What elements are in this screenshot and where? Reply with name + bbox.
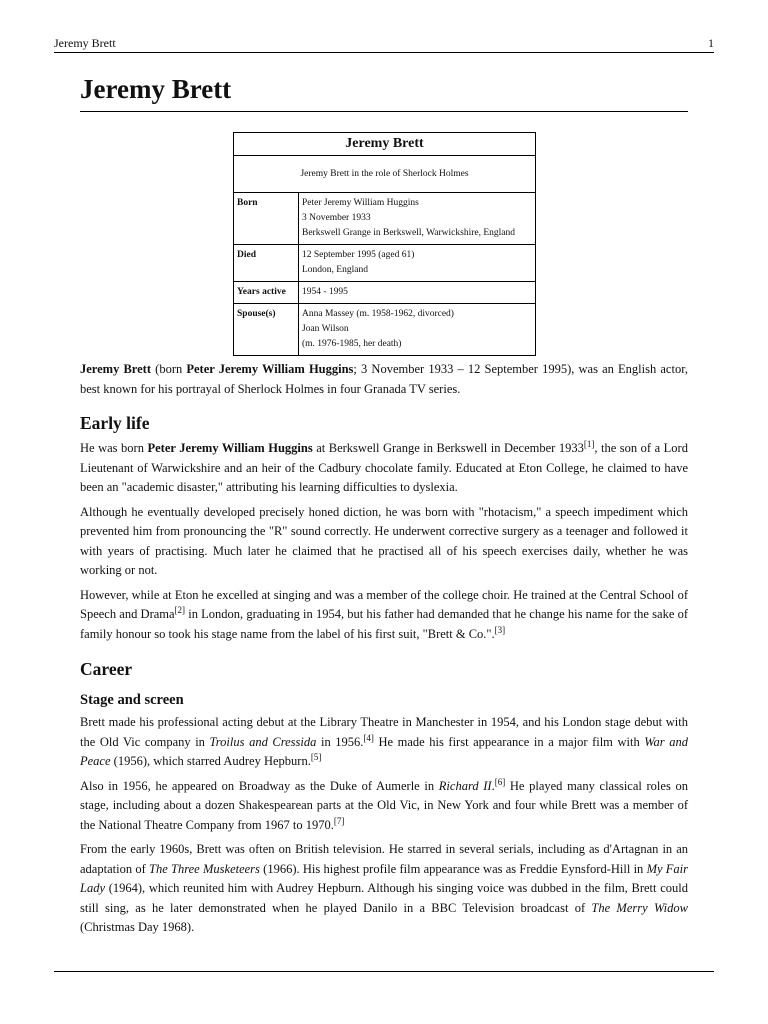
intro-text-2: ; 3 November 1933 – 12 September 1995), was an English actor, best known for his portrayal of Sherlock Holmes in four Granada TV series.	[80, 362, 688, 396]
intro-text-1: (born	[151, 362, 187, 376]
bold-name: Peter Jeremy William Huggins	[147, 441, 313, 455]
citation-4[interactable]: [4]	[363, 732, 374, 743]
work-title: The Three Musketeers	[149, 861, 260, 876]
text-span: (1966). His highest profile film appearance was as Freddie Eynsford-Hill in	[259, 861, 647, 876]
title-divider	[80, 111, 688, 112]
infobox	[233, 132, 536, 356]
text-span: He was born	[80, 441, 148, 455]
work-title: My Fair Lady	[80, 861, 689, 895]
infobox-label-spouses: Spouse(s)	[234, 304, 299, 356]
work-title: The Merry Widow	[591, 900, 688, 915]
infobox-value-died	[299, 245, 536, 282]
born-name: Peter Jeremy William Huggins	[302, 198, 419, 208]
infobox-row-born	[234, 193, 536, 245]
infobox-value-spouses	[299, 304, 536, 356]
work-title: War and Peace	[80, 734, 688, 768]
intro-fullname: Peter Jeremy William Huggins	[186, 362, 354, 376]
career-paragraph-3	[80, 840, 688, 938]
text-span: Also in 1956, he appeared on Broadway as the Duke of Aumerle in	[80, 778, 439, 793]
infobox-caption: Jeremy Brett in the role of Sherlock Holmes	[234, 156, 536, 193]
citation-2[interactable]: [2]	[174, 604, 186, 615]
citation-7[interactable]: [7]	[333, 815, 345, 826]
citation-5[interactable]: [5]	[310, 751, 322, 762]
early-life-paragraph-3	[80, 586, 688, 645]
text-span: Brett made his professional acting debut at the Library Theatre in Manchester in 1954, and his London stage debut with the Old Vic company in	[80, 715, 688, 749]
born-place: Berkswell Grange in Berkswell, Warwickshire, England	[302, 228, 516, 238]
citation-1[interactable]: [1]	[583, 438, 595, 449]
text-span: (1964), which reunited him with Audrey Hepburn. Although his singing voice was dubbed in the film, Brett could still sing, as he later demonstrated when he played Danilo in a BBC Television broadcast of	[80, 881, 688, 915]
citation-3[interactable]: [3]	[494, 624, 506, 635]
died-date: 12 September 1995 (aged 61)	[302, 250, 415, 260]
early-life-paragraph-1	[80, 439, 688, 498]
text-span: (1956), which starred Audrey Hepburn.	[110, 754, 311, 768]
infobox-title: Jeremy Brett	[234, 133, 536, 156]
page-title: Jeremy Brett	[80, 74, 232, 104]
running-title: Jeremy Brett	[54, 36, 116, 50]
born-date: 3 November 1933	[302, 213, 371, 223]
spouse-2: Joan Wilson	[302, 324, 349, 334]
text-span: in London, graduating in 1954, but his father had demanded that he change his name for the sake of family honour so took his stage name from the label of his first suit, "Brett & Co.".	[80, 607, 688, 641]
died-place: London, England	[302, 265, 368, 275]
early-life-paragraph-2: Although he eventually developed precisely honed diction, he was born with "rhotacism," a speech impediment which prevented him from pronouncing the "R" sound correctly. He underwent corrective surgery as a teenager and followed it with years of practising. Much later he claimed that he practised all of his speech exercises daily, whether he was working or not.	[80, 504, 688, 577]
work-title: Richard II	[438, 778, 492, 793]
infobox-row-died	[234, 245, 536, 282]
infobox-label-died: Died	[234, 245, 299, 282]
infobox-label-years-active: Years active	[234, 282, 299, 304]
infobox-row-years-active	[234, 282, 536, 304]
infobox-value-years-active: 1954 - 1995	[299, 282, 536, 304]
footer-divider	[54, 971, 714, 972]
running-header	[54, 36, 714, 53]
article-body	[80, 360, 688, 943]
page-number: 1	[708, 36, 714, 50]
intro-paragraph	[80, 360, 688, 399]
text-span: From the early 1960s, Brett was often on British television. He starred in several serials, including as d'Artagnan in an adaptation of	[80, 842, 688, 876]
text-span: However, while at Eton he excelled at singing and was a member of the college choir. He trained at the Central School of Speech and Drama	[80, 587, 688, 621]
text-span: , the son of a Lord Lieutenant of Warwickshire and an heir of the Cadbury chocolate family. Educated at Eton College, he claimed to have been an "academic disaster," attributing his learning difficulties to dyslexia.	[80, 441, 688, 494]
text-span: at Berkswell Grange in Berkswell in December 1933	[312, 441, 584, 455]
infobox-label-born: Born	[234, 193, 299, 245]
career-paragraph-2	[80, 777, 688, 836]
career-paragraph-1	[80, 713, 688, 772]
text-span: He made his first appearance in a major film with	[373, 734, 645, 749]
spouse-2-detail: (m. 1976-1985, her death)	[302, 339, 402, 349]
infobox-value-born	[299, 193, 536, 245]
text-span: (Christmas Day 1968).	[80, 920, 195, 934]
infobox-row-spouses	[234, 304, 536, 356]
text-span: He played many classical roles on stage, including about a dozen Shakespearean parts at the Old Vic, in New York and four while Brett was a member of the National Theatre Company from 1967 to 1970.	[80, 778, 688, 832]
subheading-stage-and-screen: Stage and screen	[80, 692, 184, 708]
heading-career: Career	[80, 659, 133, 679]
citation-6[interactable]: [6]	[494, 776, 506, 787]
spouse-1: Anna Massey (m. 1958-1962, divorced)	[302, 309, 454, 319]
heading-early-life: Early life	[80, 413, 150, 433]
intro-name: Jeremy Brett	[80, 362, 152, 376]
text-span: .	[491, 778, 495, 793]
text-span: in 1956.	[316, 734, 364, 749]
work-title: Troilus and Cressida	[209, 734, 317, 749]
